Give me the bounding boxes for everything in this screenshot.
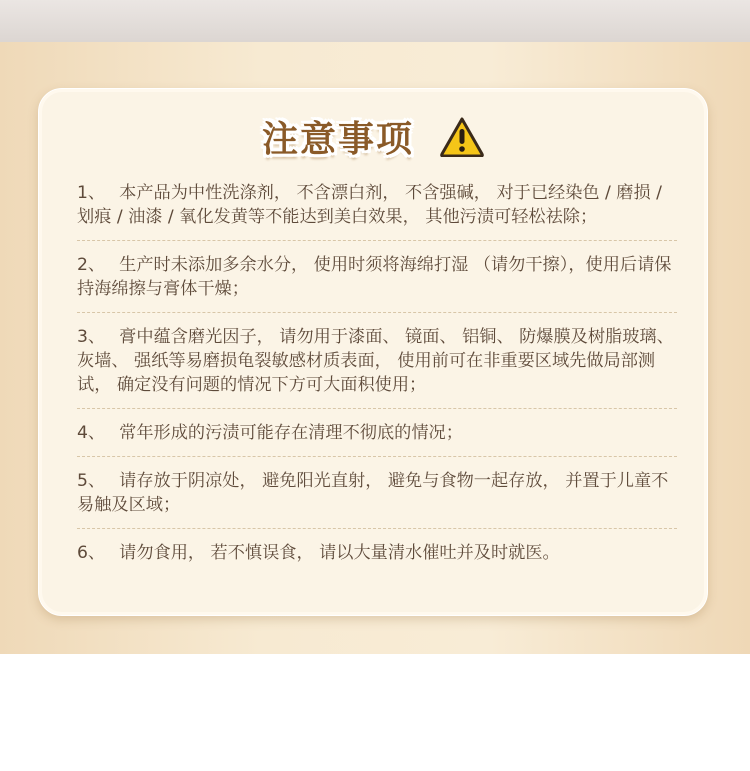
item-number: 5、 xyxy=(77,471,106,491)
list-item xyxy=(77,181,677,229)
item-number: 4、 xyxy=(77,423,106,443)
list-item xyxy=(77,421,677,445)
title-row xyxy=(39,111,707,162)
item-text: 常年形成的污渍可能存在清理不彻底的情况； xyxy=(119,423,463,443)
item-number: 6、 xyxy=(77,543,106,563)
item-text: 请勿食用， 若不慎误食， 请以大量清水催吐并及时就医。 xyxy=(119,543,560,563)
divider xyxy=(77,528,677,529)
item-text: 请存放于阴凉处， 避免阳光直射， 避免与食物一起存放， 并置于儿童不易触及区域； xyxy=(77,471,669,515)
item-text: 生产时未添加多余水分， 使用时须将海绵打湿 （请勿干擦），使用后请保持海绵擦与膏体干燥； xyxy=(77,255,672,299)
list-item xyxy=(77,469,677,517)
item-number: 1、 xyxy=(77,183,106,203)
item-number: 2、 xyxy=(77,255,106,275)
divider xyxy=(77,240,677,241)
list-item xyxy=(77,253,677,301)
divider xyxy=(77,312,677,313)
list-item xyxy=(77,541,677,565)
notice-list xyxy=(77,181,677,565)
top-background-strip xyxy=(0,0,750,42)
item-text: 本产品为中性洗涤剂， 不含漂白剂， 不含强碱， 对于已经染色 / 磨损 / 划痕 / 油漆 / 氧化发黄等不能达到美白效果， 其他污渍可轻松祛除； xyxy=(77,183,662,227)
page-title: 注意事项 xyxy=(261,119,414,160)
list-item xyxy=(77,325,677,397)
divider xyxy=(77,408,677,409)
divider xyxy=(77,456,677,457)
notice-card xyxy=(38,88,708,616)
warning-icon xyxy=(440,117,484,157)
item-text: 膏中蕴含磨光因子， 请勿用于漆面、 镜面、 铝铜、 防爆膜及树脂玻璃、 灰墙、 强纸等易磨损龟裂敏感材质表面， 使用前可在非重要区域先做局部测试， 确定没有问题的情况下方可大面积使用； xyxy=(77,327,674,395)
item-number: 3、 xyxy=(77,327,106,347)
